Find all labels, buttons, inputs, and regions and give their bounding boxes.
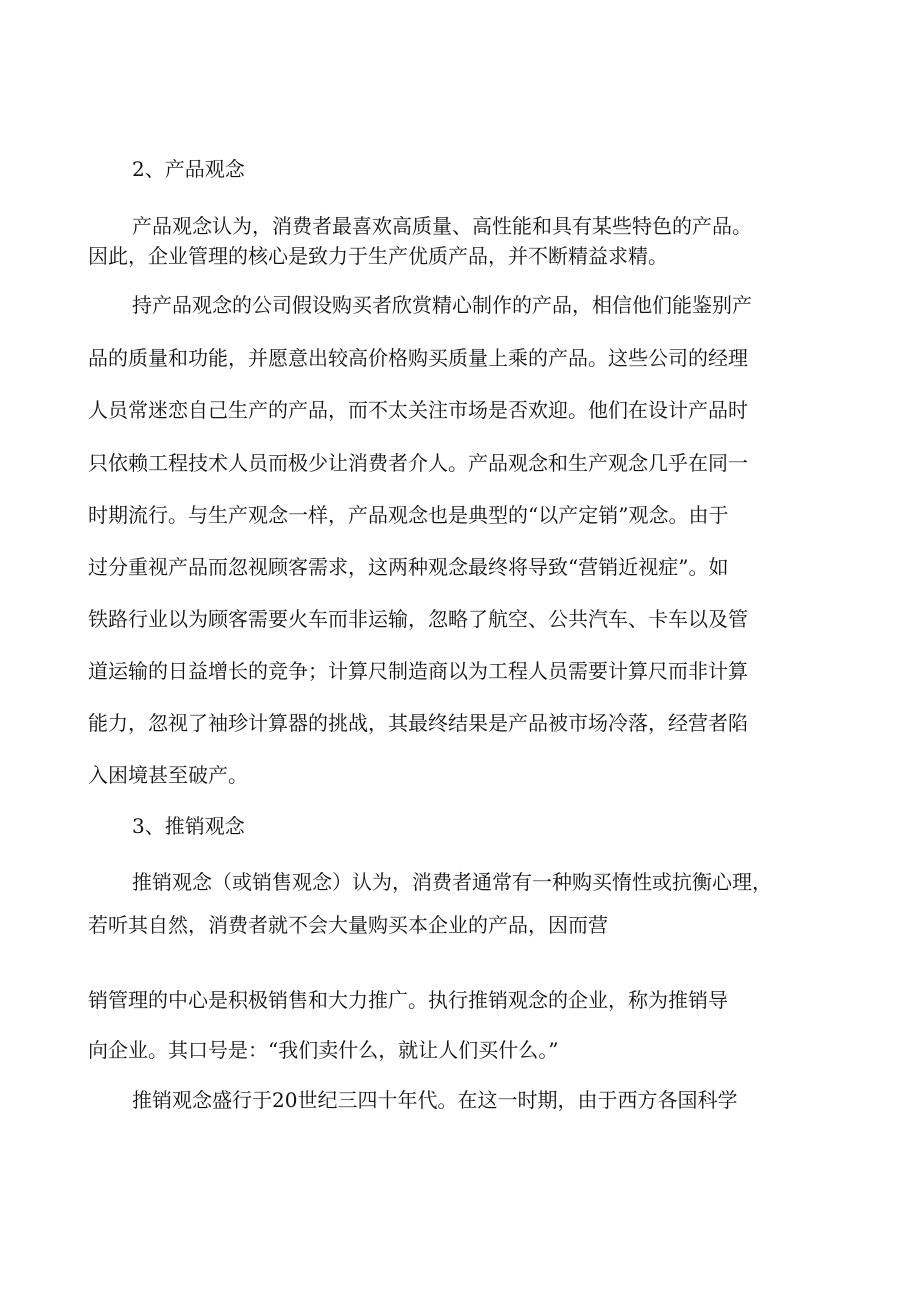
text-line: 持产品观念的公司假设购买者欣赏精心制作的产品，相信他们能鉴别产 — [132, 293, 752, 317]
text-line: 推销观念盛行于20世纪三四十年代。在这一时期，由于西方各国科学 — [132, 1088, 738, 1112]
section-heading-selling-concept: 3、推销观念 — [132, 814, 245, 838]
text-line: 推销观念（或销售观念）认为，消费者通常有一种购买惰性或抗衡心理， — [132, 870, 772, 894]
text-line: 向企业。其口号是：“我们卖什么，就让人们买什么。” — [88, 1038, 559, 1062]
text-line: 时期流行。与生产观念一样，产品观念也是典型的“以产定销”观念。由于 — [88, 503, 729, 527]
text-line: 产品观念认为，消费者最喜欢高质量、高性能和具有某些特色的产品。 — [132, 214, 752, 238]
text-line: 品的质量和功能，并愿意出较高价格购买质量上乘的产品。这些公司的经理 — [88, 346, 748, 370]
text-line: 因此，企业管理的核心是致力于生产优质产品，并不断精益求精。 — [88, 244, 668, 268]
text-line: 道运输的日益增长的竞争；计算尺制造商以为工程人员需要计算尺而非计算 — [88, 659, 748, 683]
text-line: 能力，忽视了袖珍计算器的挑战，其最终结果是产品被市场冷落，经营者陷 — [88, 711, 748, 735]
text-line: 过分重视产品而忽视顾客需求，这两种观念最终将导致“营销近视症”。如 — [88, 555, 729, 579]
text-line: 铁路行业以为顾客需要火车而非运输，忽略了航空、公共汽车、卡车以及管 — [88, 607, 748, 631]
text-line: 只依赖工程技术人员而极少让消费者介人。产品观念和生产观念几乎在同一 — [88, 451, 748, 475]
text-line: 入困境甚至破产。 — [88, 763, 248, 787]
section-heading-product-concept: 2、产品观念 — [132, 157, 245, 181]
text-line: 销管理的中心是积极销售和大力推广。执行推销观念的企业，称为推销导 — [88, 988, 728, 1012]
text-line: 人员常迷恋自己生产的产品，而不太关注市场是否欢迎。他们在设计产品时 — [88, 398, 748, 422]
text-line: 若听其自然，消费者就不会大量购买本企业的产品，因而营 — [88, 913, 608, 937]
